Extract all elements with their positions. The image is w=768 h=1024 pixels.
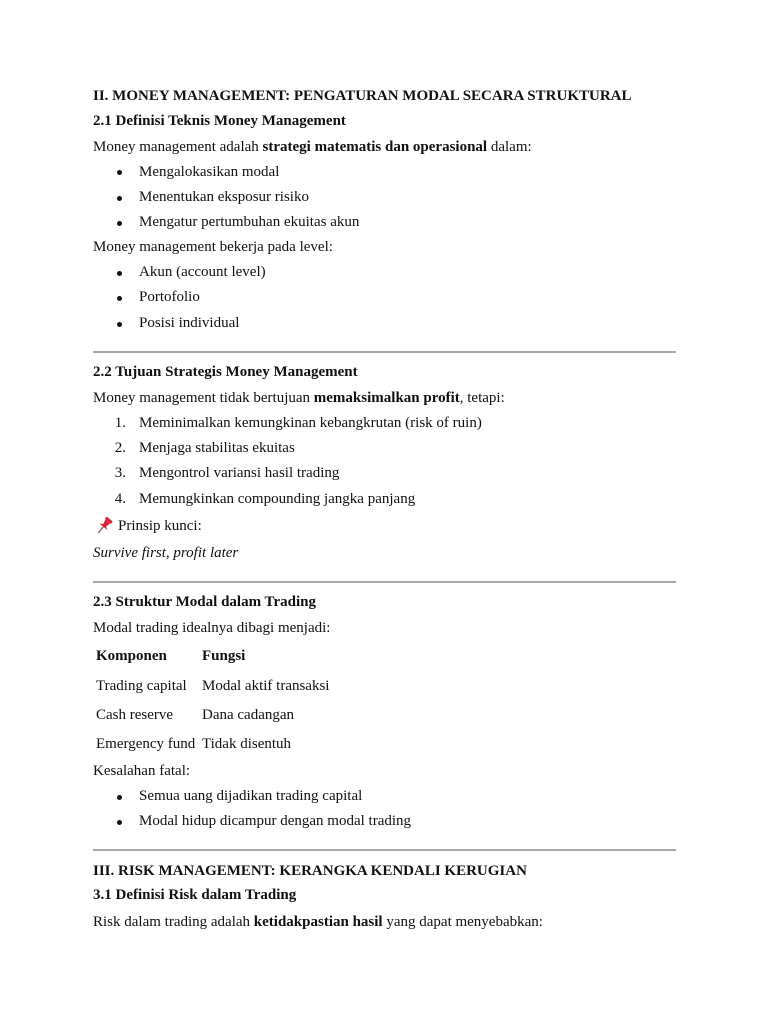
bullet-icon [117, 196, 122, 201]
bullet-icon [117, 221, 122, 226]
list-number: 3. [114, 465, 126, 481]
bullet-icon [117, 271, 122, 276]
bold-text: strategi matematis dan operasional [262, 139, 488, 155]
bold-text: memaksimalkan profit [313, 390, 460, 406]
table-header-function: Fungsi [202, 648, 246, 664]
divider [93, 849, 676, 851]
list-item: Menentukan eksposur risiko [139, 189, 309, 205]
list-item: Meminimalkan kemungkinan kebangkrutan (risk of ruin) [139, 415, 482, 431]
text: Money management adalah [93, 139, 263, 155]
table-cell: Modal aktif transaksi [202, 678, 330, 694]
table-cell: Emergency fund [96, 736, 196, 752]
paragraph [93, 912, 543, 932]
paragraph: Money management bekerja pada level: [93, 239, 333, 255]
divider [93, 351, 676, 353]
list-item: Mengatur pertumbuhan ekuitas akun [139, 214, 360, 230]
list-item: Posisi individual [139, 315, 240, 331]
divider [93, 581, 676, 583]
section-title: III. RISK MANAGEMENT: KERANGKA KENDALI KERUGIAN [93, 863, 527, 879]
list-number: 2. [114, 440, 126, 456]
principle-text: Survive first, profit later [93, 545, 239, 561]
list-item: Mengalokasikan modal [139, 164, 280, 180]
subsection-heading: 2.3 Struktur Modal dalam Trading [93, 594, 316, 610]
list-item: Memungkinkan compounding jangka panjang [139, 491, 416, 507]
list-number: 1. [114, 415, 126, 431]
list-item: Semua uang dijadikan trading capital [139, 788, 363, 804]
bullet-icon [117, 170, 122, 175]
bold-text: ketidakpastian hasil [253, 914, 383, 930]
list-item: Mengontrol variansi hasil trading [139, 465, 340, 481]
paragraph [93, 388, 505, 408]
paragraph [93, 137, 532, 157]
table-cell: Cash reserve [96, 707, 174, 723]
text: yang dapat menyebabkan: [382, 914, 543, 930]
principle-label: Prinsip kunci: [118, 518, 202, 534]
subsection-heading: 2.2 Tujuan Strategis Money Management [93, 364, 358, 380]
list-item: Menjaga stabilitas ekuitas [139, 440, 295, 456]
paragraph: Kesalahan fatal: [93, 763, 191, 779]
pushpin-icon [94, 516, 114, 536]
text: Money management tidak bertujuan [93, 390, 314, 406]
list-item: Akun (account level) [139, 264, 266, 280]
text: , tetapi: [459, 390, 505, 406]
list-item: Modal hidup dicampur dengan modal trading [139, 813, 412, 829]
list-number: 4. [114, 491, 126, 507]
table-cell: Trading capital [96, 678, 187, 694]
section-title: II. MONEY MANAGEMENT: PENGATURAN MODAL SECARA STRUKTURAL [93, 88, 632, 104]
table-header-component: Komponen [96, 648, 167, 664]
paragraph: Modal trading idealnya dibagi menjadi: [93, 620, 331, 636]
table-cell: Dana cadangan [202, 707, 295, 723]
text: Risk dalam trading adalah [93, 914, 254, 930]
text: dalam: [487, 139, 532, 155]
bullet-icon [117, 820, 122, 825]
bullet-icon [117, 795, 122, 800]
table-cell: Tidak disentuh [202, 736, 292, 752]
bullet-icon [117, 322, 122, 327]
subsection-heading: 3.1 Definisi Risk dalam Trading [93, 887, 297, 903]
list-item: Portofolio [139, 289, 200, 305]
subsection-heading: 2.1 Definisi Teknis Money Management [93, 113, 346, 129]
bullet-icon [117, 296, 122, 301]
